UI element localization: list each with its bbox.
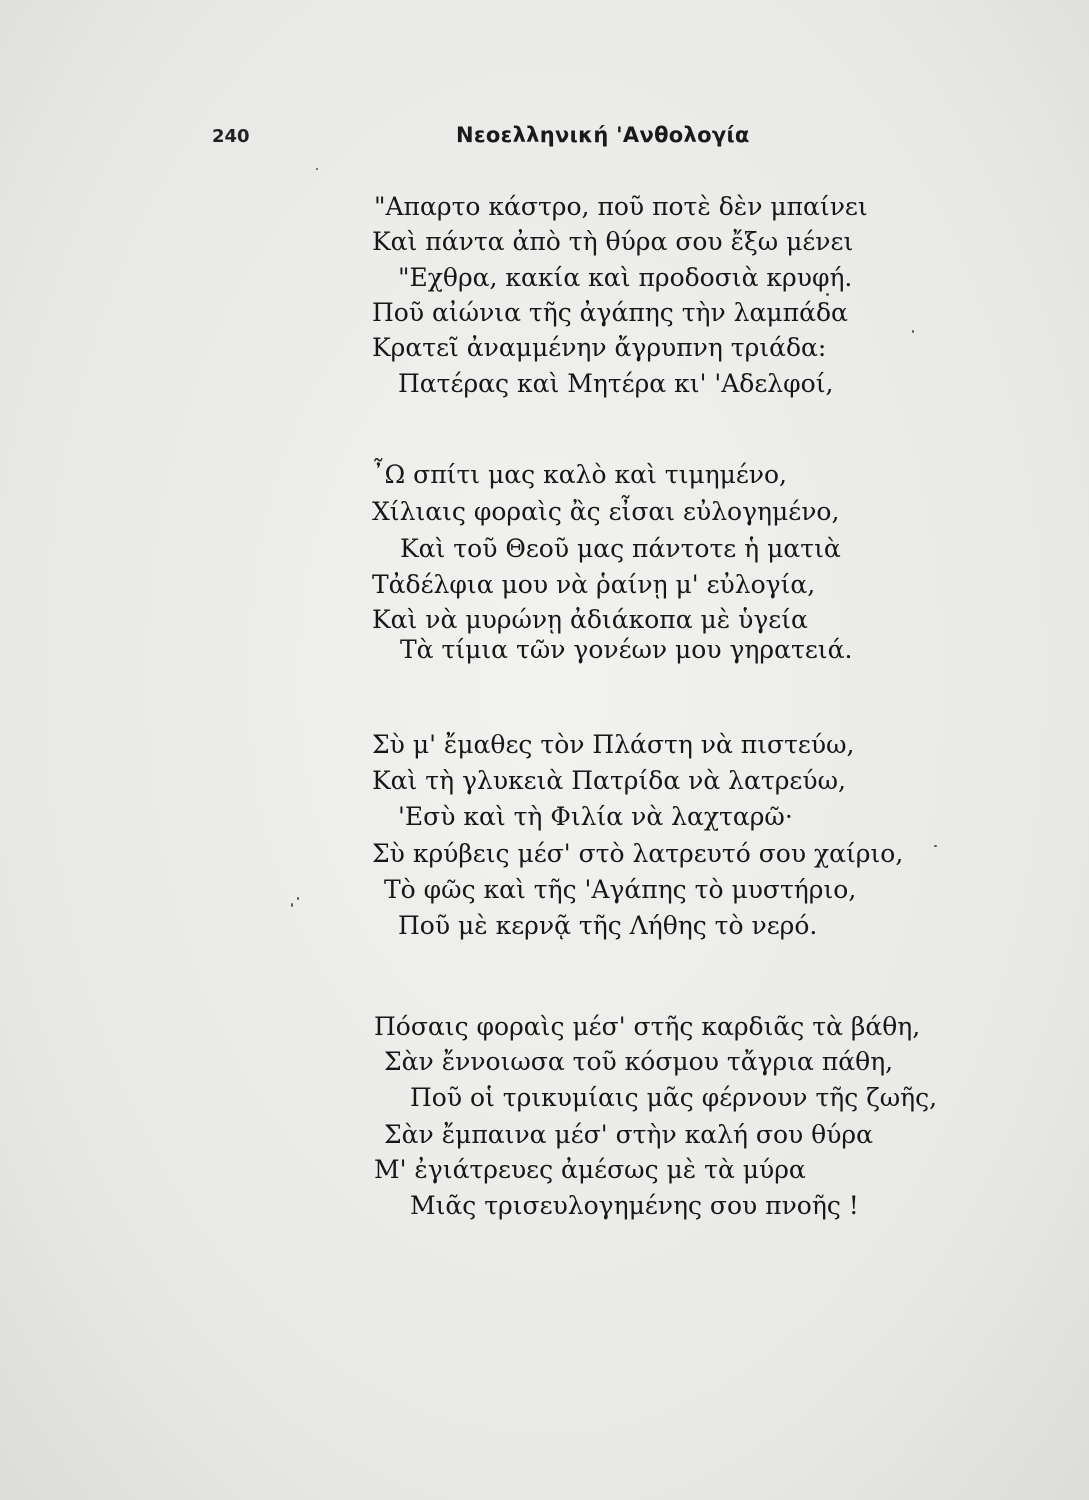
poem-line: "Απαρτο κάστρο, ποῦ ποτὲ δὲν μπαίνει: [374, 192, 868, 221]
page-number: 240: [212, 126, 250, 147]
poem-line: Τὸ φῶς καὶ τῆς 'Αγάπης τὸ μυστήριο,: [384, 875, 857, 904]
poem-line: Πατέρας καὶ Μητέρα κι' 'Αδελφοί,: [398, 369, 834, 398]
poem-line: Μιᾶς τρισευλογημένης σου πνοῆς !: [410, 1191, 859, 1220]
scan-speck: [934, 845, 937, 847]
poem-line: Τὰ τίμια τῶν γονέων μου γηρατειά.: [400, 635, 853, 664]
scan-speck: [316, 168, 318, 170]
poem-line: Πόσαις φοραὶς μέσ' στῆς καρδιᾶς τὰ βάθη,: [374, 1012, 921, 1041]
poem-line: Καὶ τοῦ Θεοῦ μας πάντοτε ἡ ματιὰ: [400, 534, 841, 563]
running-title: Νεοελληνική 'Ανθολογία: [456, 123, 750, 147]
scan-speck: [826, 293, 829, 296]
poem-line: Μ' ἐγιάτρευες ἀμέσως μὲ τὰ μύρα: [374, 1155, 806, 1184]
poem-line: 'Εσὺ καὶ τὴ Φιλία νὰ λαχταρῶ·: [398, 802, 793, 831]
poem-line: Κρατεῖ ἀναμμένην ἄγρυπνη τριάδα:: [372, 333, 827, 362]
poem-line: ῏Ω σπίτι μας καλὸ καὶ τιμημένο,: [372, 460, 787, 489]
poem-line: Σὰν ἔννοιωσα τοῦ κόσμου τἄγρια πάθη,: [384, 1047, 894, 1076]
scan-speck: [291, 903, 293, 907]
poem-line: Σὰν ἔμπαινα μέσ' στὴν καλή σου θύρα: [384, 1120, 873, 1149]
scan-speck: [912, 330, 914, 333]
poem-line: Σὺ μ' ἔμαθες τὸν Πλάστη νὰ πιστεύω,: [372, 730, 855, 759]
poem-line: "Εχθρα, κακία καὶ προδοσιὰ κρυφή.: [398, 263, 853, 292]
poem-line: Ποῦ αἰώνια τῆς ἀγάπης τὴν λαμπάδα: [372, 298, 848, 327]
poem-line: Τἀδέλφια μου νὰ ῥαίνῃ μ' εὐλογία,: [372, 570, 816, 599]
poem-line: Σὺ κρύβεις μέσ' στὸ λατρευτό σου χαίριο,: [372, 839, 904, 868]
poem-line: Καὶ τὴ γλυκειὰ Πατρίδα νὰ λατρεύω,: [372, 766, 846, 795]
poem-line: Καὶ νὰ μυρώνῃ ἀδιάκοπα μὲ ὑγεία: [372, 605, 808, 634]
poem-line: Καὶ πάντα ἀπὸ τὴ θύρα σου ἔξω μένει: [372, 227, 854, 256]
poem-line: Ποῦ οἱ τρικυμίαις μᾶς φέρνουν τῆς ζωῆς,: [410, 1083, 938, 1112]
poem-line: Ποῦ μὲ κερνᾷ τῆς Λήθης τὸ νερό.: [398, 911, 818, 940]
page-header: [212, 123, 1029, 162]
scan-speck: [297, 897, 299, 900]
poem-line: Χίλιαις φοραὶς ἂς εἶσαι εὐλογημένο,: [372, 497, 840, 526]
